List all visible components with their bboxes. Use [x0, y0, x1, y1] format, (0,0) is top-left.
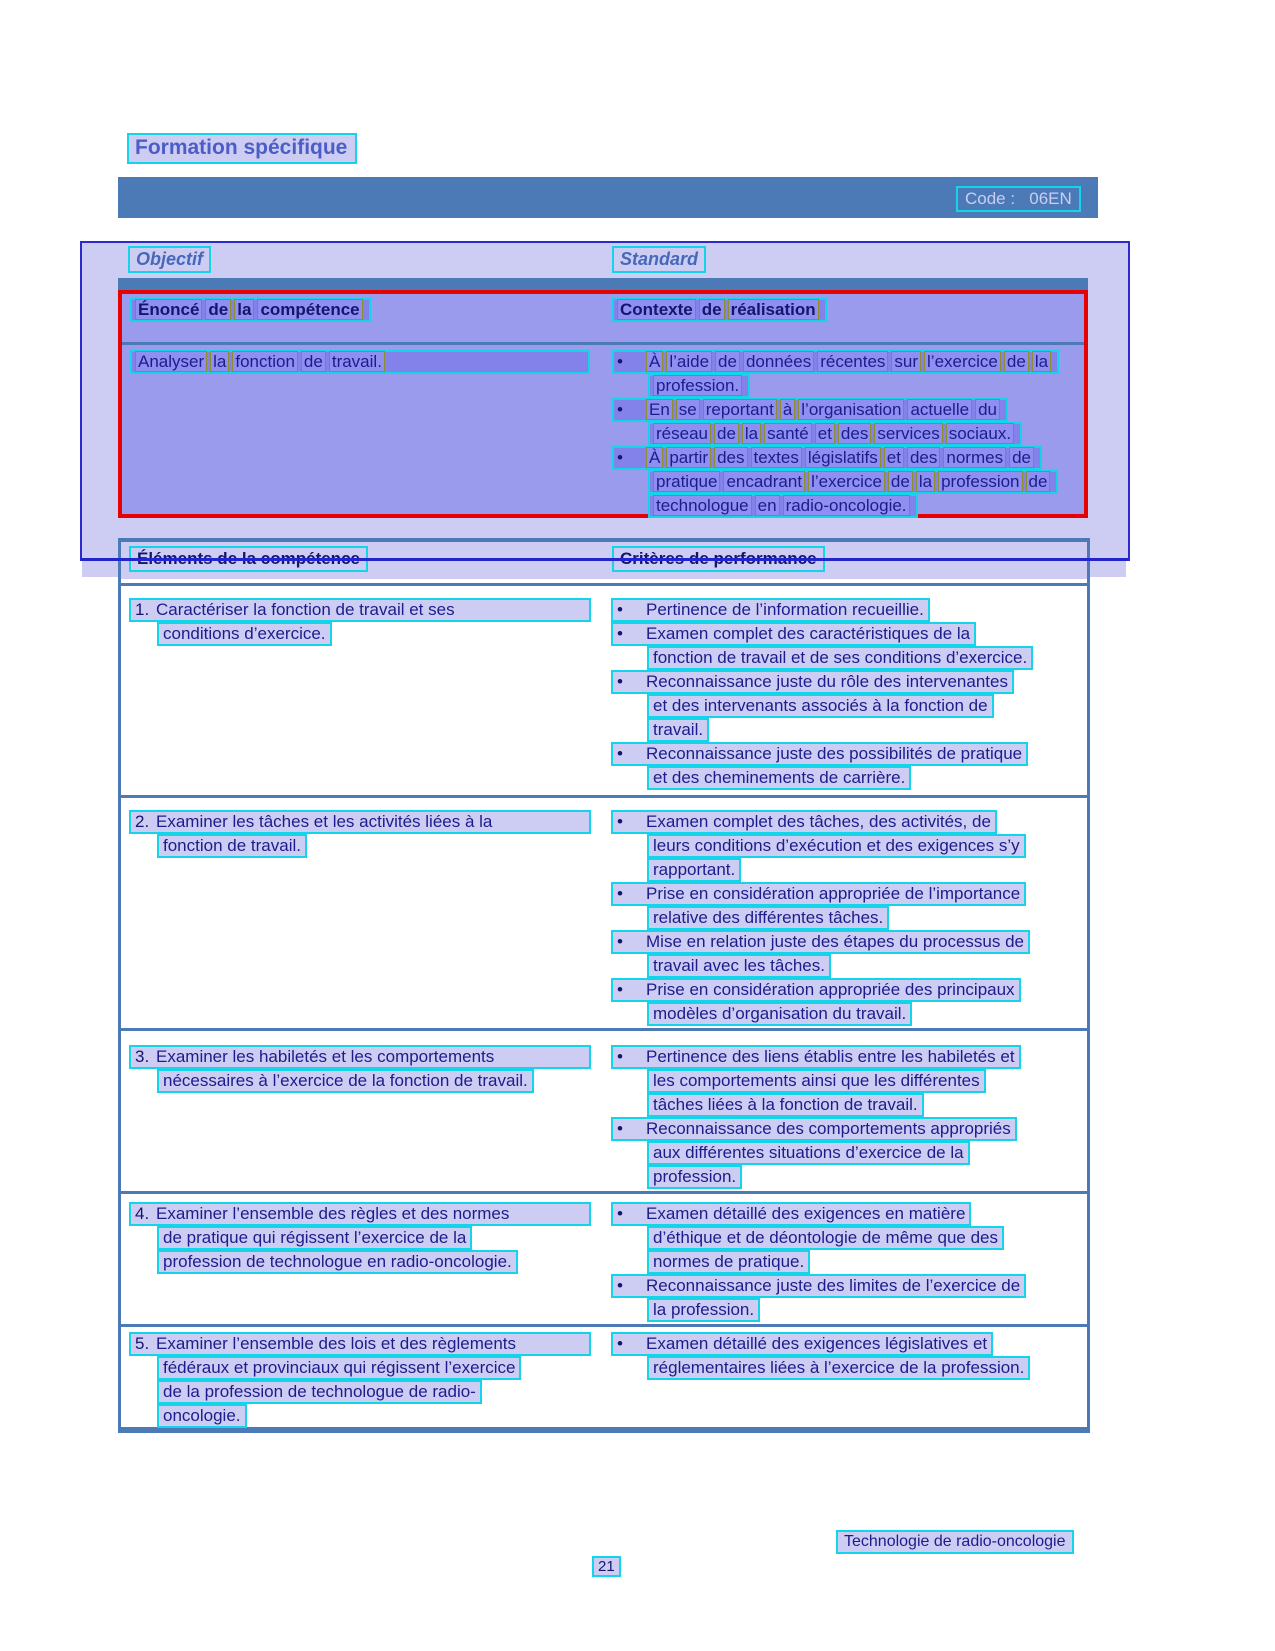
element-line: [157, 1380, 591, 1404]
criterion-line: [617, 930, 1081, 954]
criterion-bullet: [617, 1332, 1081, 1380]
word-highlight: partir: [666, 447, 711, 468]
criterion-line: [647, 1093, 1081, 1117]
element-line: [135, 810, 591, 834]
text-line-highlight: [648, 470, 1058, 494]
text-line-highlight: fédéraux et provinciaux qui régissent l’exercice: [157, 1356, 521, 1380]
text-line-highlight: • Prise en considération appropriée de l’importance: [611, 882, 1026, 906]
context-line: [648, 494, 1076, 518]
text-line-highlight: travail avec les tâches.: [647, 954, 831, 978]
word-highlight: de: [715, 351, 740, 372]
element-cell: [129, 1332, 591, 1428]
word-highlight: Contexte: [617, 299, 696, 320]
word-highlight: réalisation: [728, 299, 819, 320]
text-line-highlight: [612, 350, 1059, 374]
criterion-bullet: [617, 1045, 1081, 1117]
criterion-line: [647, 1002, 1081, 1026]
page-number: 21: [592, 1556, 621, 1577]
criterion-bullet: [617, 978, 1081, 1026]
bullet-marker: •: [617, 812, 623, 831]
criterion-line: [647, 694, 1081, 718]
element-line: [157, 1226, 591, 1250]
criterion-line: [617, 1332, 1081, 1356]
criterion-line: [647, 766, 1081, 790]
text-line-highlight: [612, 298, 827, 322]
word-highlight: de: [1009, 447, 1034, 468]
criterion-line: [647, 954, 1081, 978]
elements-table: [118, 538, 1090, 1433]
word-highlight: législatifs: [805, 447, 881, 468]
item-number: 1.: [135, 600, 150, 619]
row-separator: [121, 1324, 1087, 1327]
word-highlight: profession: [938, 471, 1022, 492]
element-line: [157, 834, 591, 858]
word-highlight: actuelle: [907, 399, 972, 420]
element-line: [157, 622, 591, 646]
competence-statement: [130, 350, 590, 374]
text-line-highlight: 3. Examiner les habiletés et les comportements: [129, 1045, 591, 1069]
bullet-marker: •: [617, 1334, 623, 1353]
criterion-line: [647, 906, 1081, 930]
element-cell: [129, 810, 591, 858]
word-highlight: À: [646, 351, 663, 372]
criteria-cell: [611, 1332, 1081, 1380]
text-line-highlight: [612, 398, 1008, 422]
frame-bottom-divider-line: [80, 558, 1128, 561]
bullet-marker: •: [617, 884, 623, 903]
text-line-highlight: de pratique qui régissent l’exercice de la: [157, 1226, 472, 1250]
context-line: [648, 422, 1076, 446]
text-line: [130, 298, 600, 322]
text-line-highlight: profession.: [647, 1165, 742, 1189]
word-highlight: à: [780, 399, 795, 420]
element-line: [157, 1250, 591, 1274]
text-line-highlight: nécessaires à l’exercice de la fonction de travail.: [157, 1069, 534, 1093]
word-highlight: compétence: [257, 299, 362, 320]
element-line: [157, 1069, 591, 1093]
criterion-line: [647, 718, 1081, 742]
element-line: [135, 1045, 591, 1069]
text-line-highlight: les comportements ainsi que les différentes: [647, 1069, 986, 1093]
code-badge: Code : 06EN: [956, 186, 1081, 212]
competence-table-top-border: [118, 278, 1088, 290]
criterion-line: [617, 1117, 1081, 1141]
word-highlight: données: [743, 351, 814, 372]
context-bullet: [617, 398, 1076, 446]
text-line-highlight: [648, 374, 750, 398]
criterion-line: [647, 834, 1081, 858]
row-separator: [121, 1028, 1087, 1031]
text-line-highlight: de la profession de technologue de radio-: [157, 1380, 482, 1404]
word-highlight: de: [205, 299, 231, 320]
criterion-line: [617, 1045, 1081, 1069]
text-line-highlight: • Mise en relation juste des étapes du processus de: [611, 930, 1030, 954]
text-line-highlight: normes de pratique.: [647, 1250, 810, 1274]
criterion-line: [647, 1226, 1081, 1250]
word-highlight: se: [676, 399, 700, 420]
text-line-highlight: la profession.: [647, 1298, 760, 1322]
competence-header-left: [130, 298, 600, 322]
item-number: 2.: [135, 812, 150, 831]
bullet-marker: •: [617, 744, 623, 763]
criterion-bullet: [617, 670, 1081, 742]
word-highlight: Énoncé: [135, 299, 202, 320]
text-line-highlight: • Examen complet des caractéristiques de la: [611, 622, 976, 646]
word-highlight: réseau: [653, 423, 711, 444]
row-separator: [121, 795, 1087, 798]
context-line: [617, 350, 1076, 374]
bullet-marker: •: [617, 1047, 623, 1066]
word-highlight: la: [742, 423, 761, 444]
word-highlight: l’organisation: [798, 399, 904, 420]
text-line-highlight: et des cheminements de carrière.: [647, 766, 911, 790]
top-bar: [118, 177, 1098, 218]
row-separator: [121, 1191, 1087, 1194]
word-highlight: des: [714, 447, 747, 468]
text-line-highlight: • Reconnaissance juste des possibilités de pratique: [611, 742, 1028, 766]
word-highlight: récentes: [817, 351, 888, 372]
criterion-bullet: [617, 882, 1081, 930]
criterion-line: [617, 598, 1081, 622]
text-line-highlight: • Examen détaillé des exigences en matière: [611, 1202, 971, 1226]
word-highlight: de: [1026, 471, 1051, 492]
context-line: [617, 446, 1076, 470]
text-line-highlight: rapportant.: [647, 858, 741, 882]
criterion-bullet: [617, 1117, 1081, 1189]
item-number: 4.: [135, 1204, 150, 1223]
element-line: [157, 1404, 591, 1428]
criterion-line: [617, 1202, 1081, 1226]
criterion-bullet: [617, 1202, 1081, 1274]
criterion-line: [617, 1274, 1081, 1298]
context-line: [648, 374, 1076, 398]
page-title: Formation spécifique: [127, 133, 357, 164]
text-line-highlight: conditions d’exercice.: [157, 622, 332, 646]
row-separator: [121, 583, 1087, 586]
word-highlight: textes: [751, 447, 802, 468]
text-line-highlight: • Prise en considération appropriée des principaux: [611, 978, 1021, 1002]
criteria-cell: [611, 1202, 1081, 1322]
text-line-highlight: • Examen détaillé des exigences législatives et: [611, 1332, 993, 1356]
criterion-bullet: [617, 622, 1081, 670]
bullet-marker: •: [617, 448, 623, 467]
text-line-highlight: [612, 446, 1042, 470]
criterion-line: [617, 742, 1081, 766]
word-highlight: l’aide: [666, 351, 712, 372]
word-highlight: la: [210, 351, 229, 372]
bullet-marker: •: [617, 932, 623, 951]
competence-header-separator: [122, 342, 1084, 345]
word-highlight: santé: [764, 423, 812, 444]
text-line-highlight: 4. Examiner l’ensemble des règles et des normes: [129, 1202, 591, 1226]
word-highlight: la: [1032, 351, 1051, 372]
element-cell: [129, 1045, 591, 1093]
word-highlight: de: [699, 299, 725, 320]
bullet-marker: •: [617, 400, 623, 419]
criteria-cell: [611, 598, 1081, 790]
criteria-cell: [611, 810, 1081, 1026]
text-line-highlight: tâches liées à la fonction de travail.: [647, 1093, 924, 1117]
word-highlight: des: [907, 447, 940, 468]
word-highlight: de: [1004, 351, 1029, 372]
criterion-line: [617, 670, 1081, 694]
word-highlight: l’exercice: [924, 351, 1001, 372]
text-line-highlight: • Examen complet des tâches, des activités, de: [611, 810, 997, 834]
text-line-highlight: [648, 422, 1022, 446]
word-highlight: sur: [891, 351, 921, 372]
element-line: [135, 598, 591, 622]
bullet-marker: •: [617, 1276, 623, 1295]
text-line-highlight: • Pertinence des liens établis entre les habiletés et: [611, 1045, 1021, 1069]
word-highlight: de: [301, 351, 326, 372]
element-cell: [129, 1202, 591, 1274]
text-line-highlight: • Reconnaissance des comportements appropriés: [611, 1117, 1017, 1141]
text-line-highlight: [648, 494, 918, 518]
criterion-line: [617, 810, 1081, 834]
text-line-highlight: modèles d’organisation du travail.: [647, 1002, 912, 1026]
criterion-line: [647, 1069, 1081, 1093]
footer-label: Technologie de radio-oncologie: [836, 1530, 1074, 1554]
bullet-marker: •: [617, 1204, 623, 1223]
criterion-line: [647, 646, 1081, 670]
text-line-highlight: réglementaires liées à l’exercice de la profession.: [647, 1356, 1030, 1380]
bullet-marker: •: [617, 672, 623, 691]
element-line: [135, 1332, 591, 1356]
word-highlight: radio-oncologie.: [783, 495, 910, 516]
statement-line: [130, 350, 590, 374]
word-highlight: normes: [943, 447, 1006, 468]
element-cell: [129, 598, 591, 646]
word-highlight: et: [884, 447, 904, 468]
criterion-line: [617, 622, 1081, 646]
text-line-highlight: fonction de travail.: [157, 834, 307, 858]
word-highlight: la: [916, 471, 935, 492]
word-highlight: de: [888, 471, 913, 492]
word-highlight: du: [975, 399, 1000, 420]
text-line-highlight: relative des différentes tâches.: [647, 906, 889, 930]
word-highlight: technologue: [653, 495, 752, 516]
word-highlight: À: [646, 447, 663, 468]
criterion-line: [617, 978, 1081, 1002]
word-highlight: des: [838, 423, 871, 444]
criteria-cell: [611, 1045, 1081, 1189]
competence-table: [118, 290, 1088, 518]
word-highlight: et: [815, 423, 835, 444]
element-line: [135, 1202, 591, 1226]
word-highlight: en: [755, 495, 780, 516]
text-line-highlight: • Reconnaissance juste des limites de l’exercice de: [611, 1274, 1026, 1298]
item-number: 5.: [135, 1334, 150, 1353]
element-line: [157, 1356, 591, 1380]
word-highlight: fonction: [232, 351, 298, 372]
text-line-highlight: oncologie.: [157, 1404, 247, 1428]
word-highlight: pratique: [653, 471, 720, 492]
text-line-highlight: • Pertinence de l’information recueillie.: [611, 598, 930, 622]
text-line-highlight: aux différentes situations d’exercice de la: [647, 1141, 970, 1165]
criterion-line: [647, 1250, 1081, 1274]
criterion-bullet: [617, 598, 1081, 622]
criterion-line: [647, 1141, 1081, 1165]
text-line-highlight: [130, 298, 371, 322]
word-highlight: sociaux.: [946, 423, 1014, 444]
standard-label: Standard: [612, 246, 706, 273]
criterion-line: [617, 882, 1081, 906]
word-highlight: En: [646, 399, 673, 420]
bullet-marker: •: [617, 1119, 623, 1138]
word-highlight: reportant: [703, 399, 777, 420]
text-line-highlight: • Reconnaissance juste du rôle des intervenantes: [611, 670, 1014, 694]
item-number: 3.: [135, 1047, 150, 1066]
criterion-bullet: [617, 1274, 1081, 1322]
text-line-highlight: travail.: [647, 718, 709, 742]
word-highlight: Analyser: [135, 351, 207, 372]
text-line-highlight: [130, 350, 590, 374]
text-line-highlight: d’éthique et de déontologie de même que des: [647, 1226, 1004, 1250]
context-bullet: [617, 446, 1076, 518]
context-bullet: [617, 350, 1076, 398]
bullet-marker: •: [617, 352, 623, 371]
bullet-marker: •: [617, 600, 623, 619]
word-highlight: profession.: [653, 375, 742, 396]
criterion-line: [647, 858, 1081, 882]
text-line-highlight: profession de technologue en radio-oncologie.: [157, 1250, 518, 1274]
criterion-bullet: [617, 930, 1081, 978]
context-line: [648, 470, 1076, 494]
word-highlight: services: [874, 423, 942, 444]
context-bullet-list: [612, 350, 1076, 518]
word-highlight: la: [234, 299, 254, 320]
word-highlight: l’exercice: [808, 471, 885, 492]
criterion-line: [647, 1356, 1081, 1380]
objectif-label: Objectif: [128, 246, 211, 273]
word-highlight: de: [714, 423, 739, 444]
text-line-highlight: leurs conditions d’exécution et des exigences s’y: [647, 834, 1026, 858]
bullet-marker: •: [617, 980, 623, 999]
word-highlight: travail.: [329, 351, 385, 372]
criterion-line: [647, 1298, 1081, 1322]
text-line: [612, 298, 1074, 322]
competence-header-right: [612, 298, 1074, 322]
context-line: [617, 398, 1076, 422]
criterion-line: [647, 1165, 1081, 1189]
criterion-bullet: [617, 742, 1081, 790]
text-line-highlight: 2. Examiner les tâches et les activités liées à la: [129, 810, 591, 834]
text-line-highlight: 1. Caractériser la fonction de travail et ses: [129, 598, 591, 622]
criterion-bullet: [617, 810, 1081, 882]
word-highlight: encadrant: [723, 471, 805, 492]
text-line-highlight: et des intervenants associés à la fonction de: [647, 694, 994, 718]
text-line-highlight: fonction de travail et de ses conditions d’exercice.: [647, 646, 1033, 670]
text-line-highlight: 5. Examiner l’ensemble des lois et des règlements: [129, 1332, 591, 1356]
bullet-marker: •: [617, 624, 623, 643]
